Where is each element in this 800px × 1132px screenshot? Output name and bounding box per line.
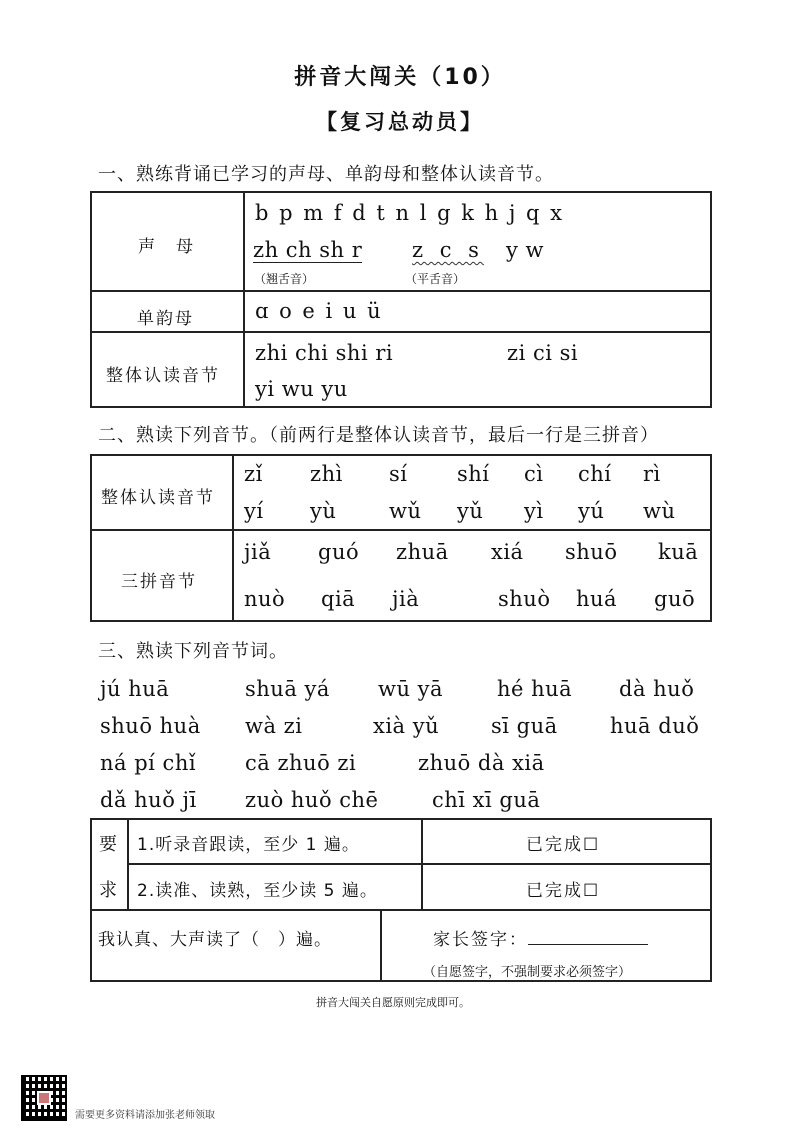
req-status-2: 已完成☐ — [526, 881, 601, 901]
section1-row-divider-1 — [90, 290, 712, 292]
syllable: guō — [654, 587, 696, 611]
syllable: huá — [576, 587, 618, 611]
syllable: shí — [457, 462, 490, 486]
danyunmu-label: 单韵母 — [137, 309, 194, 329]
syllable: yú — [578, 499, 605, 523]
syllable: yù — [310, 499, 337, 523]
retroflex-note: （翘舌音） — [254, 272, 315, 286]
syllable: wǔ — [389, 499, 422, 523]
syllable: yí — [244, 499, 264, 523]
word: dǎ huǒ jī — [100, 788, 197, 812]
word: wū yā — [378, 677, 444, 701]
flat-note: （平舌音） — [405, 272, 466, 286]
syllable: cì — [524, 462, 544, 486]
syllable: shuō — [565, 540, 618, 564]
parent-sign-label: 家长签字： — [433, 930, 528, 950]
zhengti-label: 整体认读音节 — [106, 366, 220, 386]
word: jú huā — [100, 677, 170, 701]
section2-row-divider — [90, 529, 712, 531]
req-status-1: 已完成☐ — [526, 835, 601, 855]
word: ná pí chǐ — [100, 751, 197, 775]
syllable: shuò — [498, 587, 551, 611]
syllable: jià — [392, 587, 420, 611]
req-bottom-divider — [90, 909, 712, 911]
section3-heading: 三、熟读下列音节词。 — [98, 641, 288, 662]
req-item-2: 2.读准、读熟，至少读 5 遍。 — [137, 881, 378, 901]
flat-initials: z c s — [412, 238, 484, 262]
syllable: yǔ — [457, 499, 484, 523]
syllable: xiá — [491, 540, 524, 564]
zhengti-label-2: 整体认读音节 — [101, 488, 215, 508]
syllable: nuò — [244, 587, 286, 611]
parent-sign-block — [433, 925, 648, 950]
syllable: zhuā — [396, 540, 449, 564]
page-subtitle: 【复习总动员】 — [316, 110, 484, 134]
syllable: wù — [643, 499, 676, 523]
req-label-top: 要 — [99, 834, 119, 855]
sign-divider — [380, 909, 382, 982]
syllable: zhì — [310, 462, 343, 486]
syllable: zǐ — [244, 462, 263, 486]
qr-caption: 需要更多资料请添加张老师领取 — [75, 1110, 215, 1121]
syllable: rì — [643, 462, 661, 486]
footer-note: 拼音大闯关自愿原则完成即可。 — [316, 996, 470, 1009]
req-item-1: 1.听录音跟读，至少 1 遍。 — [137, 835, 360, 855]
shengmu-line: b p m f d t n l g k h j q x — [255, 201, 564, 225]
yw-initials: y w — [506, 238, 545, 262]
shengmu-label: 声 母 — [138, 237, 195, 257]
retroflex-initials: zh ch sh r — [253, 238, 363, 262]
syllable: guó — [318, 540, 360, 564]
word: huā duǒ — [610, 714, 700, 738]
word: zuò huǒ chē — [245, 788, 379, 812]
syllable: kuā — [658, 540, 699, 564]
sanpin-label: 三拼音节 — [121, 572, 197, 592]
section1-heading: 一、熟练背诵已学习的声母、单韵母和整体认读音节。 — [98, 164, 554, 185]
word: chī xī guā — [432, 788, 541, 812]
word: wà zi — [245, 714, 303, 738]
syllable: qiā — [321, 587, 356, 611]
read-count: 我认真、大声读了（ ）遍。 — [98, 930, 332, 950]
word: dà huǒ — [619, 677, 695, 701]
word: cā zhuō zi — [245, 751, 357, 775]
signature-line[interactable] — [528, 926, 648, 945]
word: shuā yá — [245, 677, 330, 701]
sign-note: （自愿签字，不强制要求必须签字） — [423, 965, 632, 980]
zhengti-line1b: zi ci si — [507, 341, 579, 365]
word: sī guā — [491, 714, 558, 738]
word: hé huā — [497, 677, 573, 701]
syllable: yì — [524, 499, 544, 523]
qr-avatar-icon — [37, 1091, 51, 1105]
section2-heading: 二、熟读下列音节。（前两行是整体认读音节，最后一行是三拼音） — [98, 425, 659, 446]
word: zhuō dà xiā — [418, 751, 545, 775]
word: xià yǔ — [373, 714, 440, 738]
zhengti-line1a: zhi chi shi ri — [255, 341, 394, 365]
danyunmu-line: ɑ o e i u ü — [255, 299, 383, 323]
zhengti-line2: yi wu yu — [255, 377, 348, 401]
word: shuō huà — [100, 714, 201, 738]
syllable: sí — [389, 462, 408, 486]
req-row-divider — [127, 863, 712, 865]
page-title: 拼音大闯关（10） — [294, 65, 506, 90]
section1-row-divider-2 — [90, 331, 712, 333]
section2-col-divider — [232, 454, 234, 622]
syllable: chí — [578, 462, 612, 486]
section1-col-divider — [243, 191, 245, 408]
req-label-bottom: 求 — [99, 880, 119, 901]
syllable: jiǎ — [244, 540, 272, 564]
